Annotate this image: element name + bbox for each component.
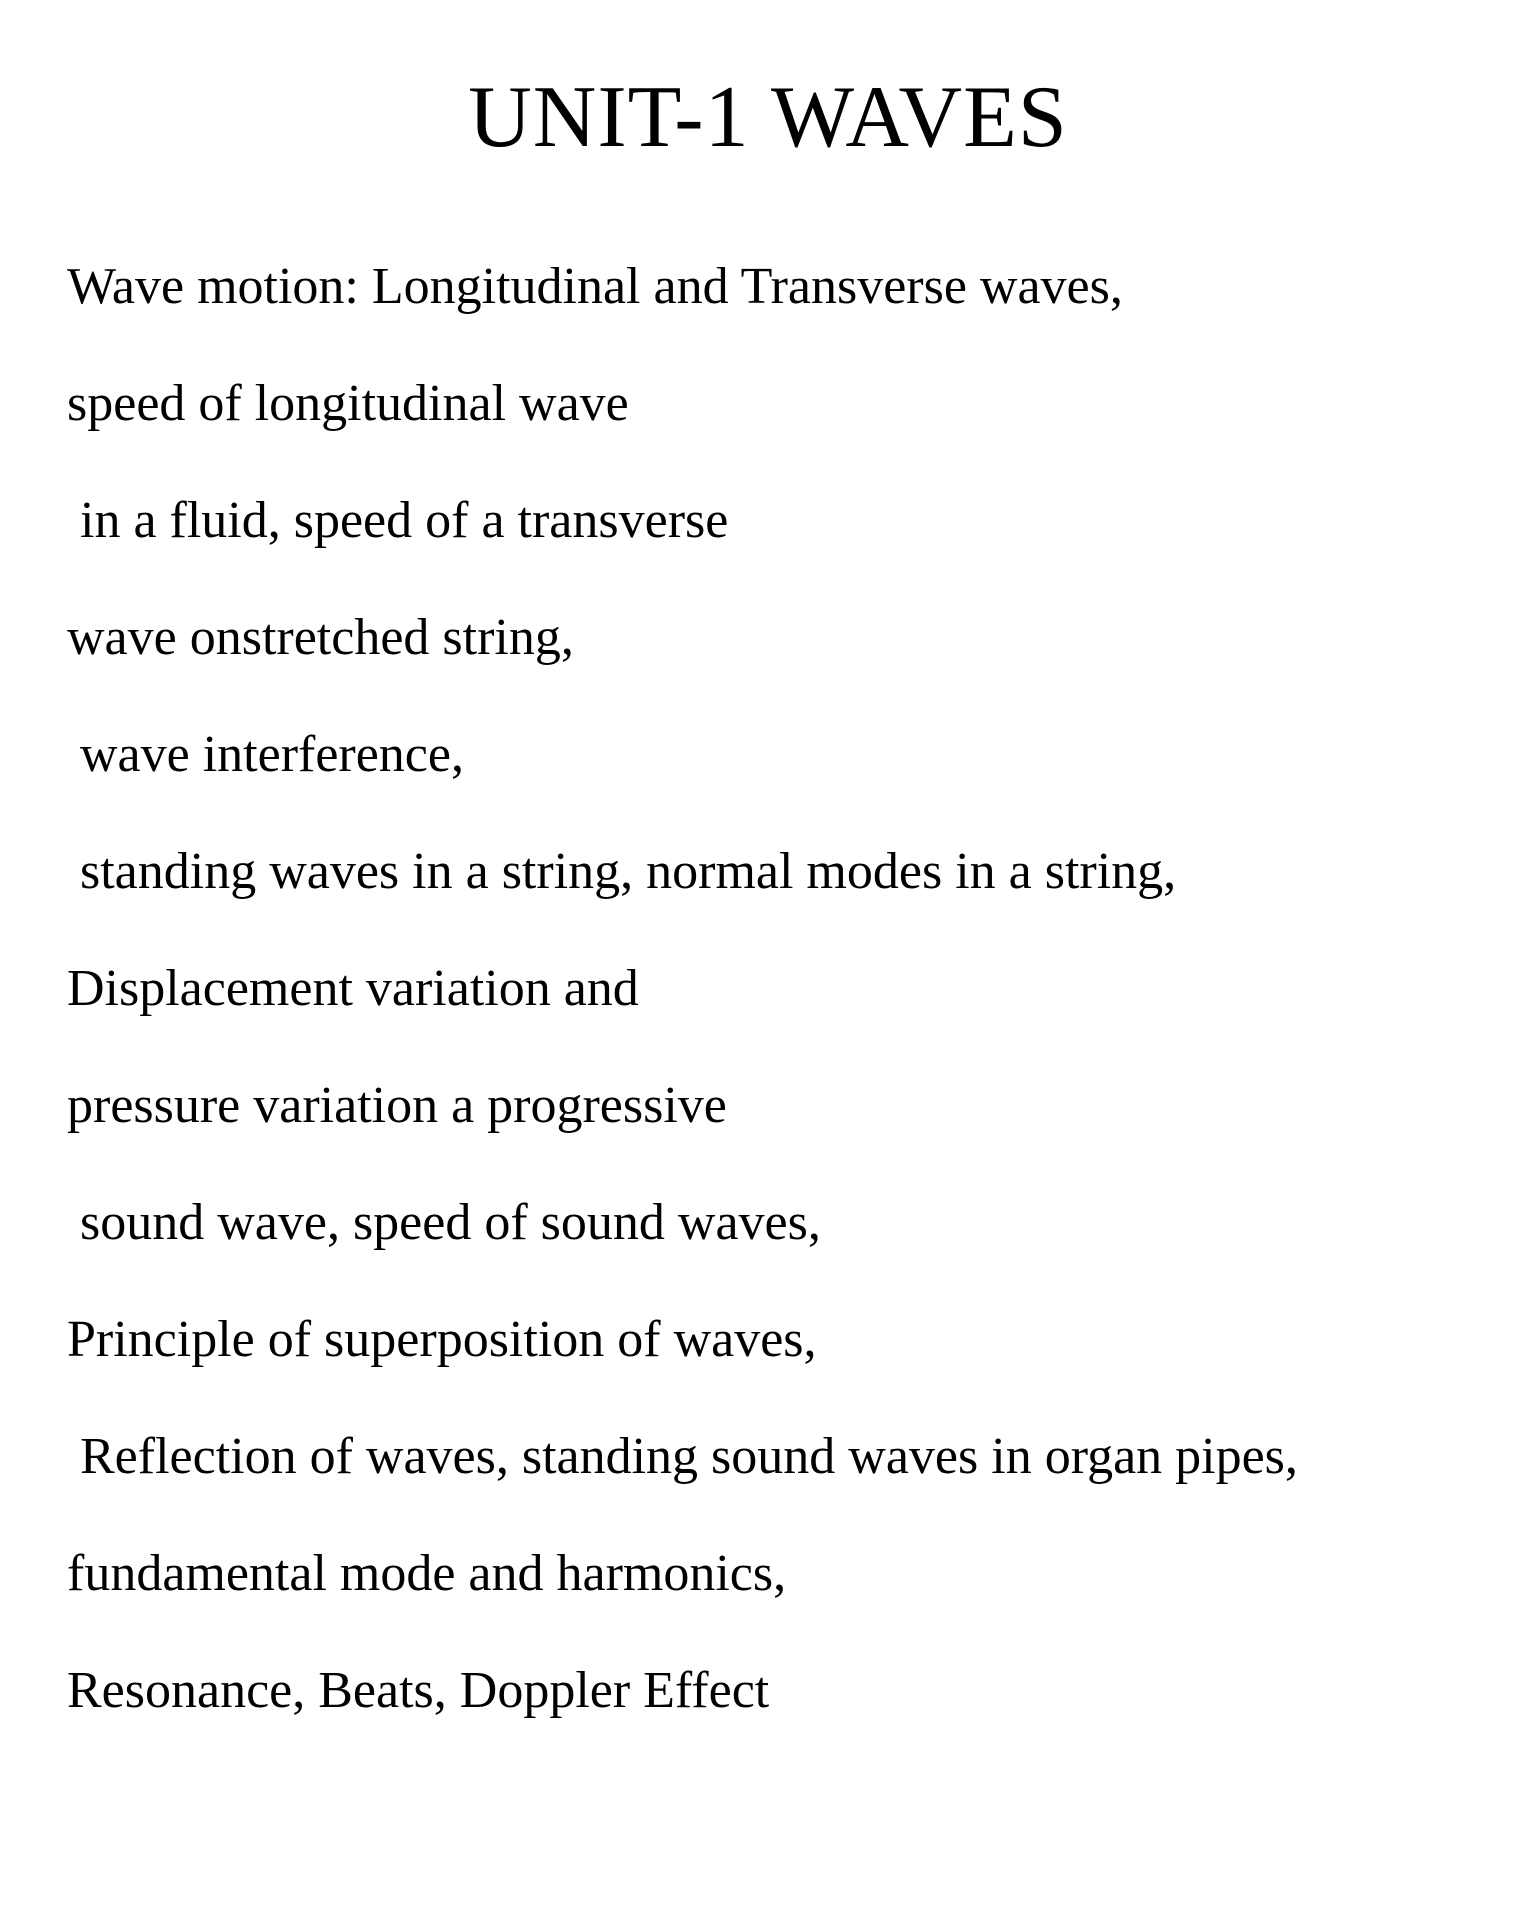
topic-line-11: Reflection of waves, standing sound waves in organ pipes, <box>67 1428 1298 1485</box>
topic-line-4: wave onstretched string, <box>67 609 574 666</box>
topic-line-10: Principle of superposition of waves, <box>67 1311 817 1368</box>
topic-line-6: standing waves in a string, normal modes in a string, <box>67 843 1177 900</box>
topic-line-13: Resonance, Beats, Doppler Effect <box>67 1662 770 1719</box>
topic-line-9: sound wave, speed of sound waves, <box>67 1194 821 1251</box>
topic-line-12: fundamental mode and harmonics, <box>67 1545 787 1602</box>
topic-line-3: in a fluid, speed of a transverse <box>67 492 729 549</box>
page-title: UNIT-1 WAVES <box>468 69 1068 166</box>
topic-line-2: speed of longitudinal wave <box>67 375 629 432</box>
topic-line-7: Displacement variation and <box>67 960 639 1017</box>
topic-line-8: pressure variation a progressive <box>67 1077 727 1134</box>
topic-list <box>67 228 1507 1749</box>
topic-line-5: wave interference, <box>67 726 464 783</box>
topic-line-1: Wave motion: Longitudinal and Transverse waves, <box>67 258 1123 315</box>
